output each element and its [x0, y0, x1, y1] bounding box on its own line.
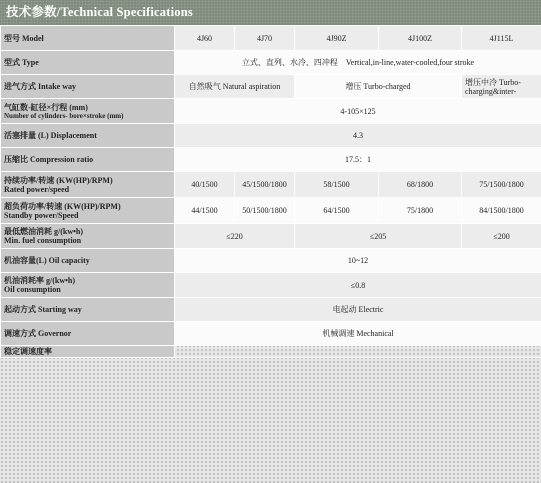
label-fuel-consumption — [1, 224, 175, 249]
fuel-consumption-intercooled: ≤200 — [462, 224, 541, 249]
page-title: 技术参数/Technical Specifications — [0, 0, 541, 25]
label-type: 型式 Type — [1, 51, 175, 75]
model-4j60: 4J60 — [175, 26, 235, 51]
label-compression: 压缩比 Compression ratio — [1, 148, 175, 172]
fuel-consumption-natural: ≤220 — [175, 224, 295, 249]
label-displacement: 活塞排量 (L) Displacement — [1, 124, 175, 148]
oil-capacity-value: 10~12 — [175, 249, 541, 273]
label-starting: 起动方式 Starting way — [1, 298, 175, 322]
standby-power-4j70: 50/1500/1800 — [235, 198, 295, 224]
label-rated-power-zh: 持续功率/转速 (KW(HP)/RPM) — [4, 175, 113, 185]
table-row-oil-capacity — [1, 249, 541, 273]
table-row-starting — [1, 298, 541, 322]
governor-value: 机械调速 Mechanical — [175, 322, 541, 346]
label-oil-capacity: 机油容量(L) Oil capacity — [1, 249, 175, 273]
label-oil-consumption-zh: 机油消耗率 g/(kw•h) — [4, 276, 76, 285]
model-4j90z: 4J90Z — [295, 26, 379, 51]
label-rated-power-en: Rated power/speed — [4, 184, 70, 194]
standby-power-4j100z: 75/1800 — [379, 198, 462, 224]
rated-power-4j115l: 75/1500/1800 — [462, 172, 541, 198]
cylinders-value: 4-105×125 — [175, 99, 541, 124]
label-oil-consumption — [1, 273, 175, 298]
table-row-model — [1, 26, 541, 51]
starting-value: 电起动 Electric — [175, 298, 541, 322]
label-rated-power — [1, 172, 175, 198]
label-cylinders-en: Number of cylinders- bore×stroke (mm) — [4, 111, 124, 120]
fuel-consumption-turbo: ≤205 — [295, 224, 462, 249]
table-row-cylinders — [1, 99, 541, 124]
standby-power-4j115l: 84/1500/1800 — [462, 198, 541, 224]
table-row-type — [1, 51, 541, 75]
compression-value: 17.5：1 — [175, 148, 541, 172]
label-standby-power-zh: 超负荷功率/转速 (KW(HP)/RPM) — [4, 201, 121, 211]
table-row-compression — [1, 148, 541, 172]
model-4j100z: 4J100Z — [379, 26, 462, 51]
label-fuel-consumption-zh: 最低燃油消耗 g/(kw•h) — [4, 227, 84, 236]
label-cylinders-zh: 气缸数-缸径×行程 (mm) — [4, 102, 88, 112]
rated-power-4j100z: 68/1800 — [379, 172, 462, 198]
label-speed-regulation: 稳定调速度率 — [1, 346, 175, 358]
displacement-value: 4.3 — [175, 124, 541, 148]
label-fuel-consumption-en: Min. fuel consumption — [4, 236, 82, 245]
label-governor: 调速方式 Governor — [1, 322, 175, 346]
intake-natural: 自然吸气 Natural aspiration — [175, 75, 295, 99]
table-row-fuel-consumption — [1, 224, 541, 249]
standby-power-4j90z: 64/1500 — [295, 198, 379, 224]
table-row-displacement — [1, 124, 541, 148]
type-value: 立式、直列、水冷、四冲程 Vertical,in-line,water-cooled,four stroke — [175, 51, 541, 75]
label-cylinders — [1, 99, 175, 124]
standby-power-4j60: 44/1500 — [175, 198, 235, 224]
table-row-intake — [1, 75, 541, 99]
table-row-speed-regulation — [1, 346, 541, 358]
spec-table — [0, 25, 541, 358]
oil-consumption-value: ≤0.8 — [175, 273, 541, 298]
table-row-standby-power — [1, 198, 541, 224]
rated-power-4j90z: 58/1500 — [295, 172, 379, 198]
label-standby-power-en: Standby power/Speed — [4, 210, 79, 220]
intake-turbo-intercooled: 增压中冷 Turbo-charging&inter- — [462, 75, 541, 99]
intake-turbo: 增压 Turbo-charged — [295, 75, 462, 99]
model-4j70: 4J70 — [235, 26, 295, 51]
rated-power-4j60: 40/1500 — [175, 172, 235, 198]
table-row-rated-power — [1, 172, 541, 198]
label-standby-power — [1, 198, 175, 224]
label-model: 型号 Model — [1, 26, 175, 51]
label-oil-consumption-en: Oil consumption — [4, 285, 61, 294]
model-4j115l: 4J115L — [462, 26, 541, 51]
speed-regulation-value — [175, 346, 541, 358]
label-intake: 进气方式 Intake way — [1, 75, 175, 99]
table-row-oil-consumption — [1, 273, 541, 298]
rated-power-4j70: 45/1500/1800 — [235, 172, 295, 198]
table-row-governor — [1, 322, 541, 346]
